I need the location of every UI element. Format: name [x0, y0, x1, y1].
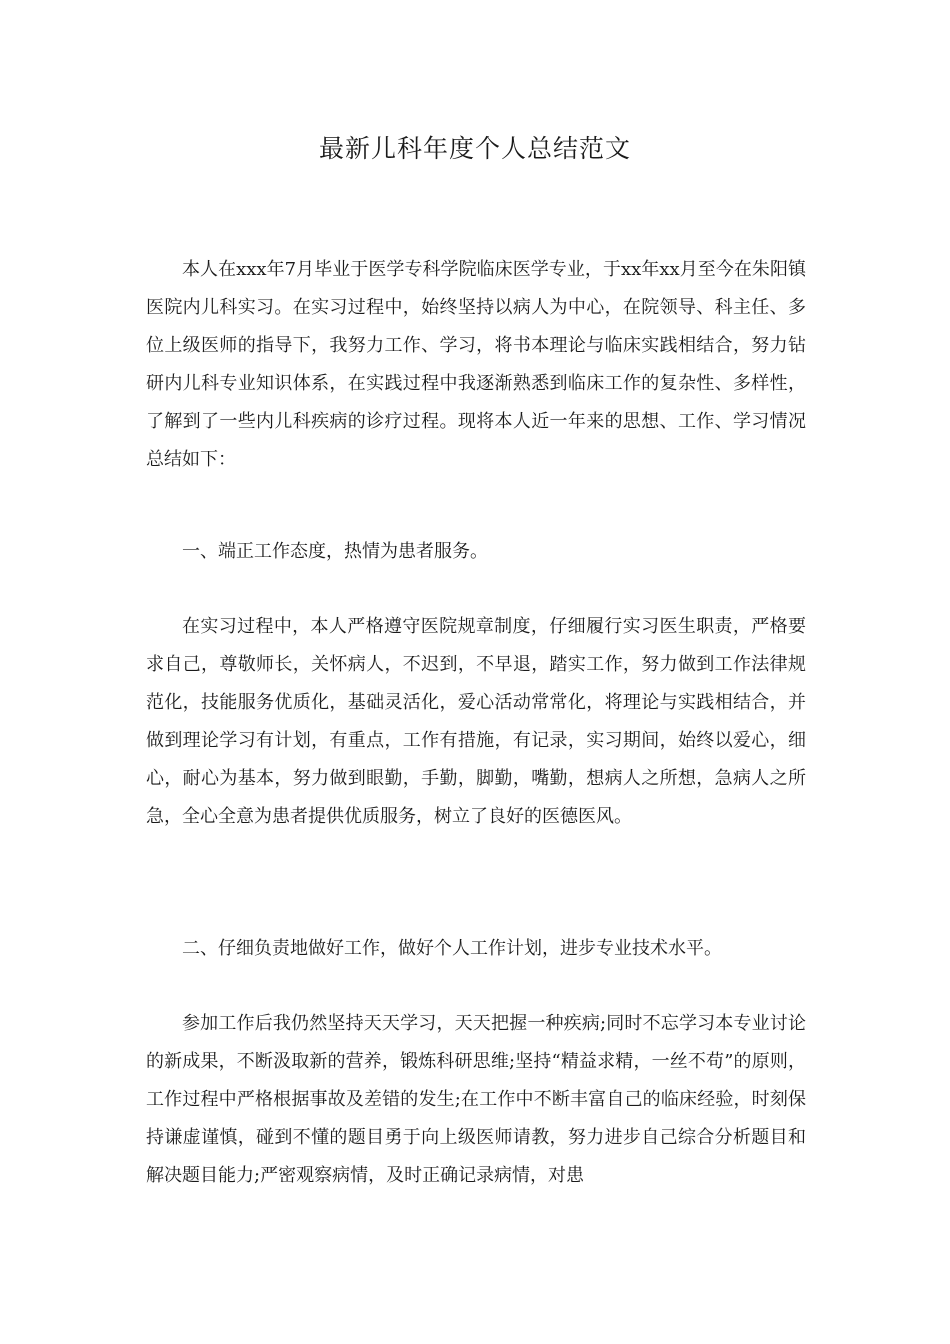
intro-paragraph: 本人在xxx年7月毕业于医学专科学院临床医学专业，于xx年xx月至今在朱阳镇医院内儿科实习。在实习过程中，始终坚持以病人为中心，在院领导、科主任、多位上级医师的指导下，我努力工作、学习，将书本理论与临床实践相结合，努力钻研内儿科专业知识体系，在实践过程中我逐渐熟悉到临床工作的复杂性、多样性，了解到了一些内儿科疾病的诊疗过程。现将本人近一年来的思想、工作、学习情况总结如下： [146, 259, 806, 470]
section-heading-2: 二、仔细负责地做好工作，做好个人工作计划，进步专业技术水平。 [182, 938, 722, 959]
section-1-paragraph: 在实习过程中，本人严格遵守医院规章制度，仔细履行实习医生职责，严格要求自己，尊敬师长，关怀病人，不迟到，不早退，踏实工作，努力做到工作法律规范化，技能服务优质化，基础灵活化，爱心活动常常化，将理论与实践相结合，并做到理论学习有计划，有重点，工作有措施，有记录，实习期间，始终以爱心，细心，耐心为基本，努力做到眼勤，手勤，脚勤，嘴勤，想病人之所想，急病人之所急，全心全意为患者提供优质服务，树立了良好的医德医风。 [146, 616, 806, 827]
section-2-paragraph: 参加工作后我仍然坚持天天学习，天天把握一种疾病;同时不忘学习本专业讨论的新成果，不断汲取新的营养，锻炼科研思维;坚持“精益求精，一丝不苟”的原则，工作过程中严格根据事故及差错的发生;在工作中不断丰富自己的临床经验，时刻保持谦虚谨慎，碰到不懂的题目勇于向上级医师请教，努力进步自己综合分析题目和解决题目能力;严密观察病情，及时正确记录病情，对患 [146, 1013, 806, 1186]
document-title: 最新儿科年度个人总结范文 [318, 134, 631, 163]
section-heading-1: 一、端正工作态度，热情为患者服务。 [182, 541, 488, 562]
